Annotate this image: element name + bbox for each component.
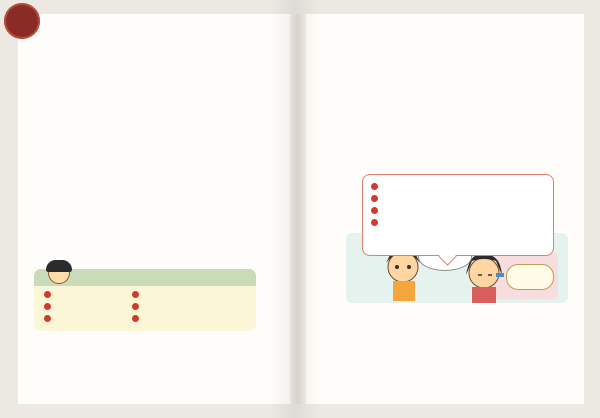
tip-item (44, 303, 54, 310)
boy-eye (407, 265, 411, 269)
checklist-item (371, 195, 381, 202)
girl-face (469, 258, 499, 288)
number-circle (132, 291, 139, 298)
boy-shirt (393, 281, 415, 301)
tip-item (132, 315, 142, 322)
number-circle (371, 195, 378, 202)
section-badge (4, 3, 40, 39)
checklist-item (371, 219, 381, 226)
number-circle (132, 303, 139, 310)
number-circle (371, 219, 378, 226)
girl-shirt (472, 287, 496, 303)
number-circle (44, 315, 51, 322)
tip-box (34, 269, 256, 331)
boy-eye (395, 265, 399, 269)
number-circle (44, 303, 51, 310)
number-circle (371, 183, 378, 190)
left-page (18, 14, 290, 404)
checklist-box (362, 174, 554, 256)
checklist-item (371, 207, 381, 214)
number-circle (44, 291, 51, 298)
character-face-icon (48, 262, 70, 284)
checklist-item (371, 183, 381, 190)
tip-item (44, 315, 54, 322)
phone (496, 273, 504, 277)
speech-bubble-right (506, 264, 554, 290)
tip-item (44, 291, 54, 298)
boy-face (388, 252, 418, 282)
number-circle (132, 315, 139, 322)
tip-item (132, 303, 142, 310)
number-circle (371, 207, 378, 214)
tip-item (132, 291, 142, 298)
book-gutter (290, 14, 306, 404)
